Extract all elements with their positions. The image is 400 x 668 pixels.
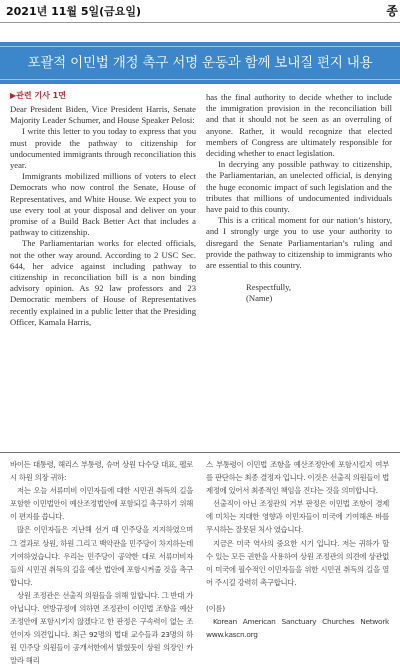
english-salutation: Dear President Biden, Vice President Harris, Senate Majority Leader Schumer, and House Speaker Pelosi: — [10, 104, 196, 126]
related-article-link[interactable]: ▶관련 기사 1면 — [10, 91, 66, 100]
section-mark: 종 — [386, 4, 398, 18]
headline: 포괄적 이민법 개정 촉구 서명 운동과 함께 보내질 편지 내용 — [27, 55, 373, 71]
korean-signature-name: (이름) — [206, 603, 225, 613]
english-paragraph-5: This is a critical moment for our nation’s history, and I strongly urge you to use your authority to disregard the Senate Parliamentarian’s ruling and provide the pathway to citizenship to immigrants who are essential to this country. — [206, 215, 392, 271]
english-letter-left-column — [10, 104, 196, 328]
english-closing: Respectfully, — [246, 282, 292, 293]
headline-banner — [0, 42, 400, 84]
korean-salutation: 바이든 대통령, 해리스 부통령, 슈머 상원 다수당 대표, 펠로시 하원 의장 귀하: — [10, 460, 193, 483]
english-paragraph-3-continued: has the final authority to decide whether to include the immigration provision in the reconciliation bill and that it should not be seen as an overruling of anyone. Rather, it would recognize that elected members of Congress are ultimately responsible for deciding whether to enact legislation. — [206, 92, 392, 159]
korean-paragraph-2: 많은 이민자들은 지난해 선거 때 민주당을 지지하였으며 그 결과로 상원, 하원 그리고 백악관을 민주당이 차지하는데 기여하였습니다. 우리는 민주당이 공약한 대로 서류미비자들의 시민권 취득의 길을 예산 법안에 포함시켜줄 것을 촉구합니다. — [10, 525, 193, 587]
page-header — [0, 0, 400, 23]
korean-paragraph-4: 선출직이 아닌 조정관의 거부 판정은 이민법 조항이 경제에 미치는 지대한 영향과 이민자들이 미국에 기여해온 바를 무시하는 잘못된 처사 였습니다. — [206, 499, 389, 535]
korean-paragraph-3: 상원 조정관은 선출직 의원들을 위해 일합니다. 그 반대 가 아닙니다. 연방규정에 의하면 조정관이 이민법 조항을 예산조정안에 포함시키지 않겠다고 한 판정은 구속력이 없는 조언이자 의견입니다. 최근 92명의 법대 교수들과 23명의 하원 민주당 의원들이 공개서한에서 밝혔듯이 상원 의장인 카말라 해리 — [10, 590, 193, 666]
issue-date: 2021년 11월 5일(금요일) — [6, 5, 142, 18]
organization-credit: Korean American Sanctuary Churches Network www.kascn.org — [206, 617, 389, 640]
section-divider — [0, 452, 400, 453]
english-letter-right-column — [206, 92, 392, 305]
english-signature-name: (Name) — [246, 293, 273, 304]
korean-paragraph-5: 지금은 미국 역사의 중요한 시기 입니다. 저는 귀하가 할 수 있는 모든 권한을 사용하여 상원 조정관의 의견에 상관없이 미국에 필수적인 이민자들을 위한 시민권 취득의 길을 열어 주시길 강력히 촉구합니다. — [206, 538, 389, 587]
english-paragraph-2: Immigrants mobilized millions of voters to elect Democrats who now control the Senate, House of Representatives, and White House. We expect you to use every tool at your disposal and deliver on your promise of a Build Back Better Act that includes a pathway to citizenship. — [10, 171, 196, 238]
korean-letter-right-column — [206, 458, 389, 641]
korean-paragraph-1: 저는 오늘 서류미비 이민자들에 대한 시민권 취득의 길을 포함한 이민법안이 예산조정법안에 포함되길 촉구하기 위해 이 편지를 씁니다. — [10, 486, 193, 522]
english-paragraph-3: The Parliamentarian works for elected officials, not the other way around. According to 2 USC Sec. 644, her advice against including pathway to citizenship in reconciliation bill is a non binding advisory opinion. As 92 law professors and 23 Democratic members of House of Representatives recently explained in a public letter that the Presiding Officer, Kamala Harris, — [10, 238, 196, 327]
korean-paragraph-3-continued: 스 부통령이 이민법 조항을 예산조정안에 포함시킬지 여부를 판단하는 최종 결정자 입니다. 이것은 선출직 의원들이 법제정에 있어서 최종적인 책임을 진다는 것을 의미합니다. — [206, 460, 389, 496]
english-paragraph-1: I write this letter to you today to express that you must provide the pathway to citizenship for undocumented immigrants through reconciliation this year. — [10, 126, 196, 171]
english-paragraph-4: In decrying any possible pathway to citizenship, the Parliamentarian, an unelected official, is denying the huge economic impact of such legislation and the tributes that millions of undocumented individuals have paid to this county. — [206, 159, 392, 215]
korean-letter-left-column — [10, 458, 193, 668]
